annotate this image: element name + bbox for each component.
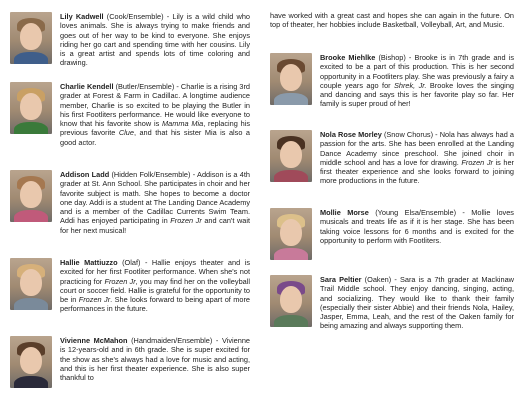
cast-role: (Bishop) - [375,53,415,62]
cast-role: (Olaf) - [117,258,152,267]
headshot-photo [10,170,52,222]
headshot-photo [270,208,312,260]
bio-text: Addison Ladd (Hidden Folk/Ensemble) - Addison is a 4th grader at St. Ann School. She participates in choir and her favorite subject is math. She hopes to become a doctor one day. Addi is a student at The Landing Dance Academy and is a member of the Cadillac Currents Swim Team. Addi has enjoyed participating in Frozen Jr and can't wait for her next musical! [60,170,251,235]
cast-name: Sara Peltier [320,275,362,284]
headshot-photo [10,82,52,134]
cast-role: (Butler/Ensemble) - [113,82,181,91]
cast-name: Mollie Morse [320,208,369,217]
headshot-photo [270,275,312,327]
bio-text: Brooke Miehlke (Bishop) - Brooke is in 7th grade and is excited to be a part of this production. This is her second opportunity in a Footliters play. She was previously a fairy a couple years ago for Shrek, Jr. Brooke loves the singing and dancing and says this is her favorite play so far. Her family is super proud of her! [320,53,515,109]
headshot-photo [10,258,52,310]
cast-name: Vivienne McMahon [60,336,128,345]
cast-role: (Snow Chorus) - [381,130,440,139]
bio-text: Vivienne McMahon (Handmaiden/Ensemble) - Vivienne is 12-years-old and in 6th grade. She is super excited for the show as she's always had a love for music and acting, and this is her first theater experience. She is also super thankful to [60,336,250,382]
cast-name: Charlie Kendell [60,82,114,91]
bio-text: Hallie Mattiuzzo (Olaf) - Hallie enjoys theater and is excited for her first Footliter performance. When she's not practicing for Frozen Jr, you may find her on the volleyball court or soccer field. Hallie is grateful for the opportunity to be in Frozen Jr. She looks forward to being apart of more performances in the future. [60,258,251,314]
bio-text: Charlie Kendell (Butler/Ensemble) - Charlie is a rising 3rd grader at Forest & Farm in Cadillac. A longtime audience member, Charlie is so excited to be playing the Butler in his first Footliters performance. He would like everyone to know that his favorite show is Mamma Mia, replacing his previous favorite Clue, and that his sister Mia is also a good actor. [60,82,251,147]
bio-text: Nola Rose Morley (Snow Chorus) - Nola has always had a passion for the arts. She has been enrolled at the Landing Dance Academy since preschool. She joined choir in middle school and has a love for drawing. Frozen Jr is her first theater experience and she looks forward to joining more productions in the future. [320,130,514,186]
bio-text: Sara Peltier (Oaken) - Sara is a 7th grader at Mackinaw Trail Middle school. They enjoy dancing, singing, acting, and socializing. They would like to thank their family (especially their sister Abbie) and their friends Nola, Hailey, Jasper, Emma, Leah, and the rest of the Oaken family for being amazing and always supporting them. [320,275,514,331]
cast-role: (Hidden Folk/Ensemble) - [109,170,198,179]
cast-name: Lily Kadwell [60,12,104,21]
cast-role: (Oaken) - [361,275,400,284]
cast-role: (Handmaiden/Ensemble) - [127,336,222,345]
cast-name: Hallie Mattiuzzo [60,258,118,267]
cast-name: Nola Rose Morley [320,130,382,139]
bio-text: Mollie Morse (Young Elsa/Ensemble) - Mollie loves musicals and treats life as if it is her stage. She has been taking voice lessons for 6 months and is excited for the opportunity to perform with Footliters. [320,208,514,245]
cast-role: (Cook/Ensemble) - [103,12,173,21]
headshot-photo [270,53,312,105]
headshot-photo [270,130,312,182]
cast-role: (Young Elsa/Ensemble) - [368,208,472,217]
headshot-photo [10,336,52,388]
bio-text: Lily Kadwell (Cook/Ensemble) - Lily is a wild child who loves animals. She is always trying to make friends and goes out of her way to be kind to everyone. She enjoys riding her go cart and spending time with her cousins. Lily is a great artist and spends lots of time coloring and drawing. [60,12,250,68]
headshot-photo [10,12,52,64]
bio-continuation-text: have worked with a great cast and hopes she can again in the future. On top of theater, her hobbies include Basketball, Volleyball, Art, and Music. [270,11,514,30]
cast-name: Addison Ladd [60,170,110,179]
cast-name: Brooke Miehlke [320,53,376,62]
